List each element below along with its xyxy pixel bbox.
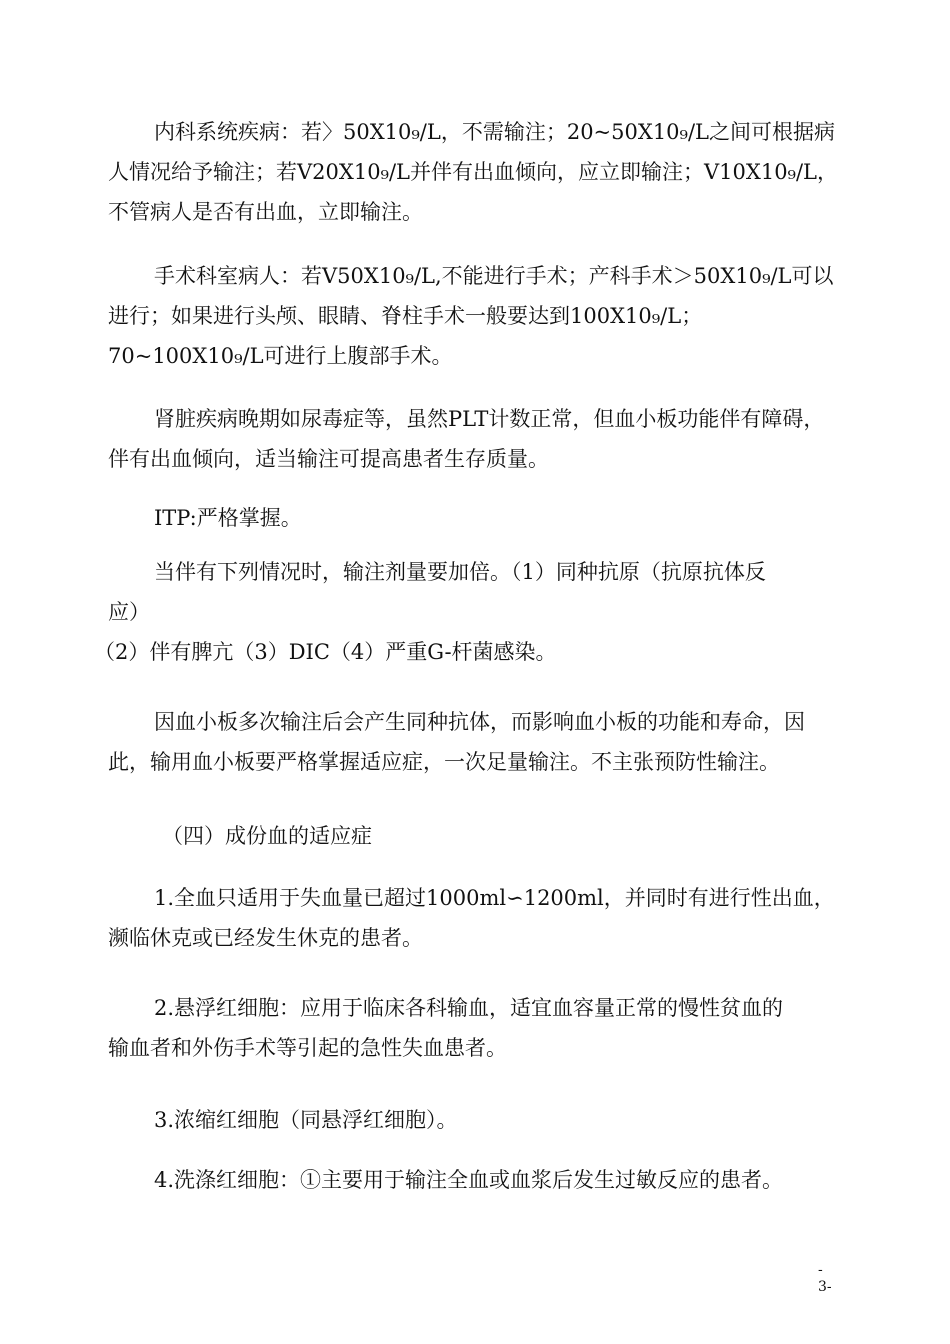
- paragraph-washed-rbc: [108, 1160, 868, 1200]
- text-line: 4.洗涤红细胞：①主要用于输注全血或血浆后发生过敏反应的患者。: [154, 1168, 784, 1192]
- section-heading: [108, 816, 868, 856]
- text-line: 濒临休克或已经发生休克的患者。: [108, 926, 423, 950]
- text-line: ITP:严格掌握。: [154, 506, 302, 530]
- text-line: 输血者和外伤手术等引起的急性失血患者。: [108, 1036, 507, 1060]
- paragraph-kidney-disease: [108, 399, 868, 479]
- text-line: 70~100X10₉/L可进行上腹部手术。: [108, 344, 453, 368]
- text-line: 进行；如果进行头颅、眼睛、脊柱手术一般要达到100X10₉/L；: [108, 304, 703, 328]
- heading-text: （四）成份血的适应症: [162, 824, 372, 848]
- text-line: 1.全血只适用于失血量已超过1000ml∽1200ml，并同时有进行性出血，: [154, 886, 835, 910]
- paragraph-medical-diseases: [108, 112, 868, 232]
- paragraph-concentrated-rbc: [108, 1100, 868, 1140]
- paragraph-antibody: [108, 702, 868, 782]
- text-line: 肾脏疾病晚期如尿毒症等，虽然PLT计数正常，但血小板功能伴有障碍，: [154, 407, 825, 431]
- text-line: （2）伴有脾亢（3）DIC（4）严重G-杆菌感染。: [94, 640, 557, 664]
- text-line: 手术科室病人：若V50X10₉/L,不能进行手术；产科手术＞50X10₉/L可以: [154, 264, 834, 288]
- text-line: 人情况给予输注；若V20X10₉/L并伴有出血倾向，应立即输注；V10X10₉/L，: [108, 160, 838, 184]
- text-line: 伴有出血倾向，适当输注可提高患者生存质量。: [108, 447, 549, 471]
- paragraph-whole-blood: [108, 878, 868, 958]
- page-number-value: 3-: [818, 1279, 832, 1295]
- page-number-dash: -: [818, 1262, 823, 1278]
- text-line: 3.浓缩红细胞（同悬浮红细胞）。: [154, 1108, 458, 1132]
- text-line: 内科系统疾病：若〉50X10₉/L，不需输注；20~50X10₉/L之间可根据病: [154, 120, 835, 144]
- text-line: 此，输用血小板要严格掌握适应症，一次足量输注。不主张预防性输注。: [108, 750, 780, 774]
- page-number: [818, 1262, 832, 1296]
- text-line: 因血小板多次输注后会产生同种抗体，而影响血小板的功能和寿命，因: [154, 710, 805, 734]
- text-line: 2.悬浮红细胞：应用于临床各科输血，适宜血容量正常的慢性贫血的: [154, 996, 784, 1020]
- paragraph-surgical-patients: [108, 256, 868, 376]
- paragraph-itp: [108, 498, 868, 538]
- text-line: 当伴有下列情况时，输注剂量要加倍。（1）同种抗原（抗原抗体反: [154, 560, 766, 584]
- text-line: 应）: [108, 600, 150, 624]
- paragraph-double-dose: [94, 552, 868, 672]
- text-line: 不管病人是否有出血，立即输注。: [108, 200, 423, 224]
- paragraph-suspended-rbc: [108, 988, 868, 1068]
